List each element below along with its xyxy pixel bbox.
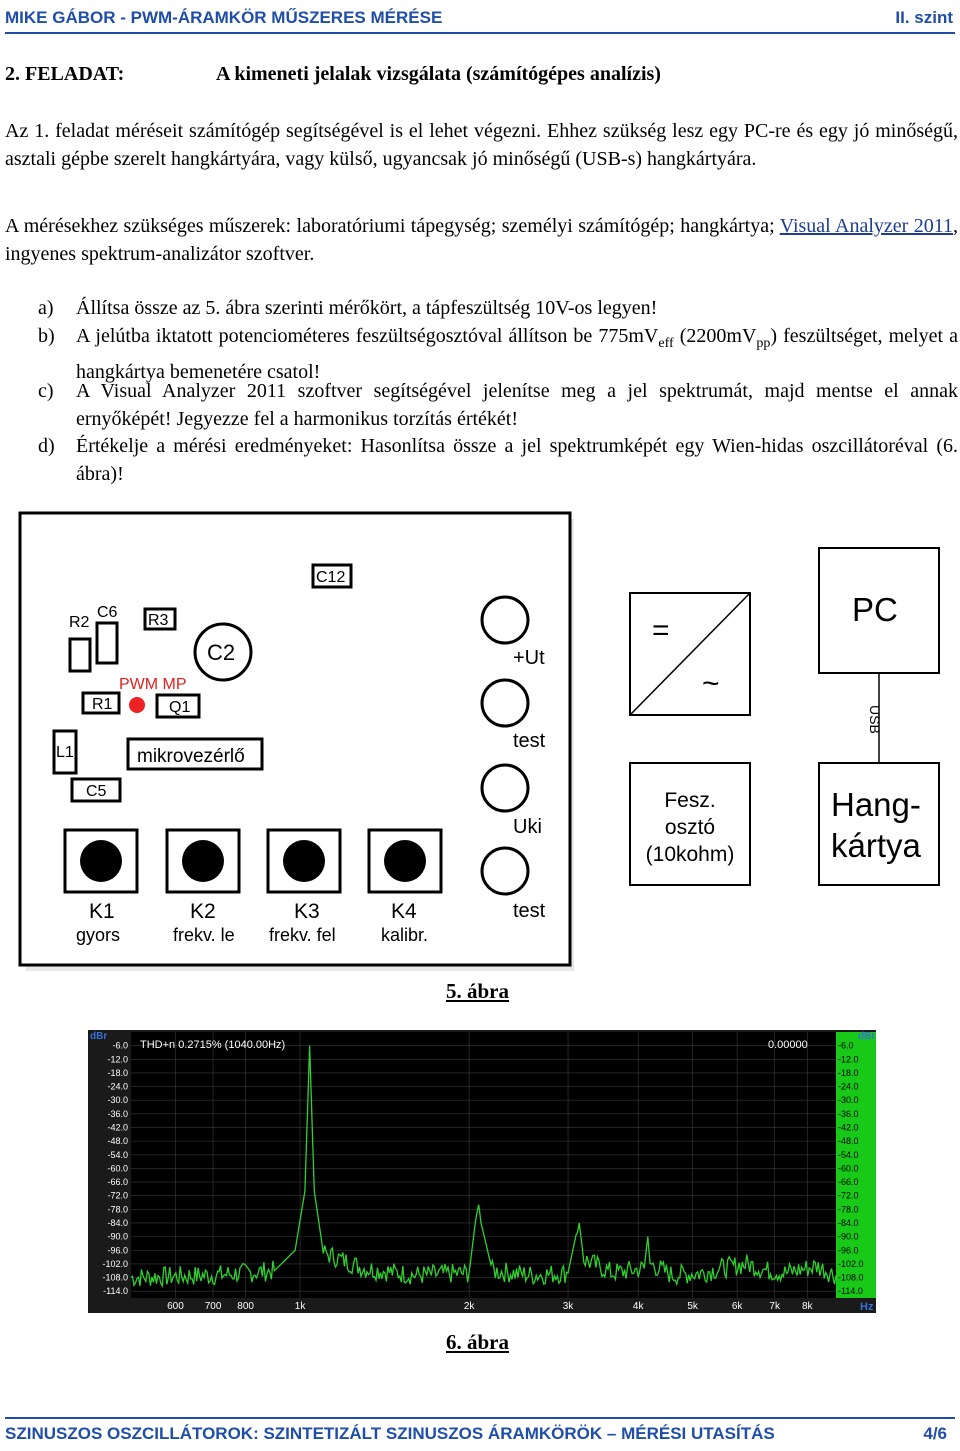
x-tick-label: 4k	[632, 1301, 644, 1312]
list-item-d	[38, 432, 958, 488]
y-tick-label: -114.0	[103, 1286, 128, 1297]
label-c12: C12	[316, 569, 346, 586]
task-label: 2. FELADAT:	[5, 63, 125, 85]
y-tick-label: -36.0	[107, 1108, 128, 1119]
label-k2-function: frekv. le	[173, 925, 235, 945]
label-pc: PC	[852, 591, 898, 628]
button-cap-icon	[182, 840, 224, 882]
y-tick-label-right: -24.0	[838, 1081, 859, 1092]
y-tick-label: -6.0	[112, 1040, 128, 1051]
instruments-paragraph	[5, 212, 958, 268]
thd-readout: THD+n 0.2715% (1040.00Hz)	[140, 1039, 286, 1051]
x-tick-label: 7k	[769, 1301, 780, 1312]
y-tick-label-right: -96.0	[838, 1245, 859, 1256]
x-tick-label: 1k	[294, 1301, 306, 1312]
label-r2: R2	[69, 614, 90, 631]
label-divider-1: Fesz.	[664, 789, 716, 812]
y-tick-label: -18.0	[107, 1067, 128, 1078]
y-tick-label-right: -18.0	[838, 1067, 859, 1078]
component-c6	[97, 623, 117, 663]
hz-unit: Hz	[860, 1301, 874, 1313]
y-tick-label-right: -72.0	[838, 1190, 859, 1201]
header-level: II. szint	[895, 8, 953, 27]
list-text-part: (2200mV	[673, 325, 757, 347]
task-title: A kimeneti jelalak vizsgálata (számítógépes analízis)	[216, 63, 661, 85]
button-cap-icon	[283, 840, 325, 882]
list-text: Értékelje a mérési eredményeket: Hasonlítsa össze a jel spektrumképét egy Wien-hidas oszcillátoréval (6. ábra)!	[76, 435, 958, 485]
x-tick-label: 6k	[731, 1301, 743, 1312]
measurement-setup-diagram	[0, 505, 960, 975]
y-tick-label: -108.0	[102, 1272, 128, 1283]
terminal-ut[interactable]	[482, 597, 528, 643]
y-tick-label: -84.0	[107, 1217, 128, 1228]
label-q1: Q1	[169, 699, 191, 716]
y-tick-label: -66.0	[107, 1177, 128, 1188]
db-unit-right: dBr	[858, 1031, 876, 1042]
terminal-test-1[interactable]	[482, 680, 528, 726]
list-marker: c)	[38, 380, 54, 402]
label-r1: R1	[92, 696, 113, 713]
intro-paragraph: Az 1. feladat méréseit számítógép segítségével is el lehet végezni. Ehhez szükség lesz egy PC-re és egy jó minőségű, asztali gépbe szerelt hangkártyára, vagy külső, ugyancsak jó minőségű (USB-s) hangkártyára.	[5, 120, 958, 170]
page-footer	[5, 1424, 955, 1444]
list-marker: a)	[38, 297, 54, 319]
header-title: MIKE GÁBOR - PWM-ÁRAMKÖR MŰSZERES MÉRÉSE	[5, 8, 443, 27]
label-c6: C6	[97, 604, 118, 621]
label-usb: USB	[867, 705, 883, 734]
controller-board	[20, 513, 570, 965]
label-divider-3: (10kohm)	[645, 843, 735, 866]
y-tick-label-right: -6.0	[838, 1040, 854, 1051]
y-tick-label-right: -114.0	[838, 1286, 863, 1297]
button-k4[interactable]	[369, 830, 441, 892]
label-terminal-uki: Uki	[513, 816, 542, 838]
footer-rule	[5, 1417, 955, 1419]
y-tick-label: -102.0	[102, 1258, 128, 1269]
terminal-test-2[interactable]	[482, 848, 528, 894]
y-tick-label-right: -78.0	[838, 1204, 859, 1215]
label-soundcard-2: kártya	[831, 827, 921, 864]
instruments-text: A mérésekhez szükséges műszerek: laboratóriumi tápegység; személyi számítógép; hangkártya;	[5, 215, 780, 237]
label-terminal-test-1: test	[513, 730, 546, 752]
list-item-a	[38, 294, 958, 322]
x-tick-label: 8k	[801, 1301, 813, 1312]
label-k1-function: gyors	[76, 925, 121, 945]
soundcard-box	[819, 763, 939, 885]
label-c2: C2	[207, 640, 236, 665]
list-text-part: ) feszültséget, melyet a hangkártya bemenetére csatol!	[76, 325, 958, 383]
label-l1: L1	[56, 744, 74, 761]
header-rule	[5, 32, 955, 34]
label-pwm-mp: PWM MP	[119, 676, 187, 693]
list-text-part: A jelútba iktatott potenciométeres feszültségosztóval állítson be 775mV	[76, 325, 659, 347]
label-k2: K2	[190, 900, 216, 923]
label-divider-2: osztó	[664, 816, 716, 839]
page-header	[5, 6, 955, 30]
y-tick-label: -72.0	[107, 1190, 128, 1201]
y-tick-label: -24.0	[107, 1081, 128, 1092]
button-k3[interactable]	[268, 830, 340, 892]
terminal-uki[interactable]	[482, 765, 528, 811]
button-cap-icon	[80, 840, 122, 882]
y-tick-label-right: -66.0	[838, 1177, 859, 1188]
x-tick-label: 3k	[562, 1301, 574, 1312]
subscript-eff: eff	[658, 336, 674, 351]
psu-dc-symbol: =	[652, 614, 670, 647]
subscript-pp: pp	[756, 336, 771, 351]
page-number: 4/6	[923, 1424, 947, 1443]
y-tick-label: -12.0	[107, 1054, 128, 1065]
label-soundcard-1: Hang-	[831, 786, 921, 823]
label-k3: K3	[294, 900, 320, 923]
list-text: Állítsa össze az 5. ábra szerinti mérőkört, a tápfeszültség 10V-os legyen!	[76, 297, 658, 319]
component-r2	[70, 639, 90, 671]
y-tick-label-right: -12.0	[838, 1054, 859, 1065]
label-microcontroller: mikrovezérlő	[137, 746, 245, 767]
psu-ac-symbol: ~	[702, 667, 720, 700]
y-tick-label-right: -36.0	[838, 1108, 859, 1119]
footer-title: SZINUSZOS OSZCILLÁTOROK: SZINTETIZÁLT SZINUSZOS ÁRAMKÖRÖK – MÉRÉSI UTASÍTÁS	[5, 1424, 775, 1443]
button-k2[interactable]	[167, 830, 239, 892]
visual-analyzer-link[interactable]: Visual Analyzer 2011	[779, 215, 953, 237]
db-unit-left: dBr	[90, 1031, 108, 1042]
y-tick-label-right: -108.0	[838, 1272, 864, 1283]
y-tick-label: -60.0	[107, 1163, 128, 1174]
y-tick-label-right: -60.0	[838, 1163, 859, 1174]
label-terminal-ut: +Ut	[513, 647, 545, 669]
y-tick-label-right: -84.0	[838, 1217, 859, 1228]
spectrum-analyzer-screenshot	[88, 1030, 876, 1313]
label-r3: R3	[148, 612, 169, 629]
y-tick-label-right: -48.0	[838, 1136, 859, 1147]
y-tick-label: -90.0	[107, 1231, 128, 1242]
y-tick-label-right: -42.0	[838, 1122, 859, 1133]
value-readout: 0.00000	[768, 1039, 808, 1051]
y-tick-label: -42.0	[107, 1122, 128, 1133]
label-k4: K4	[391, 900, 417, 923]
list-marker: d)	[38, 435, 55, 457]
figure-6-caption: 6. ábra	[446, 1330, 509, 1354]
y-tick-label: -78.0	[107, 1204, 128, 1215]
list-text: A Visual Analyzer 2011 szoftver segítségével jelenítse meg a jel spektrumát, majd mentse el annak ernyőképét! Jegyezze fel a harmonikus torzítás értékét!	[76, 380, 958, 430]
x-tick-label: 2k	[463, 1301, 475, 1312]
label-c5: C5	[86, 783, 107, 800]
list-marker: b)	[38, 325, 55, 347]
figure-5-caption: 5. ábra	[446, 979, 509, 1003]
instruments-tail: , ingyenes spektrum-analizátor szoftver.	[5, 215, 958, 265]
task-heading	[5, 63, 661, 86]
pwm-measure-point	[129, 697, 145, 713]
x-tick-label: 700	[204, 1301, 222, 1312]
y-tick-label: -54.0	[107, 1149, 128, 1160]
button-cap-icon	[384, 840, 426, 882]
label-terminal-test-2: test	[513, 900, 546, 922]
y-tick-label-right: -54.0	[838, 1149, 859, 1160]
x-tick-label: 5k	[687, 1301, 698, 1312]
list-item-c	[38, 377, 958, 433]
label-k4-function: kalibr.	[381, 925, 429, 945]
label-k3-function: frekv. fel	[269, 925, 336, 945]
x-tick-label: 600	[167, 1301, 184, 1312]
label-k1: K1	[89, 900, 115, 923]
x-tick-label: 800	[237, 1301, 254, 1312]
y-tick-label: -48.0	[107, 1136, 128, 1147]
y-tick-label-right: -102.0	[838, 1258, 864, 1269]
y-tick-label-right: -90.0	[838, 1231, 859, 1242]
y-tick-label-right: -30.0	[838, 1095, 859, 1106]
y-tick-label: -30.0	[107, 1095, 128, 1106]
y-tick-label: -96.0	[107, 1245, 128, 1256]
button-k1[interactable]	[65, 830, 137, 892]
